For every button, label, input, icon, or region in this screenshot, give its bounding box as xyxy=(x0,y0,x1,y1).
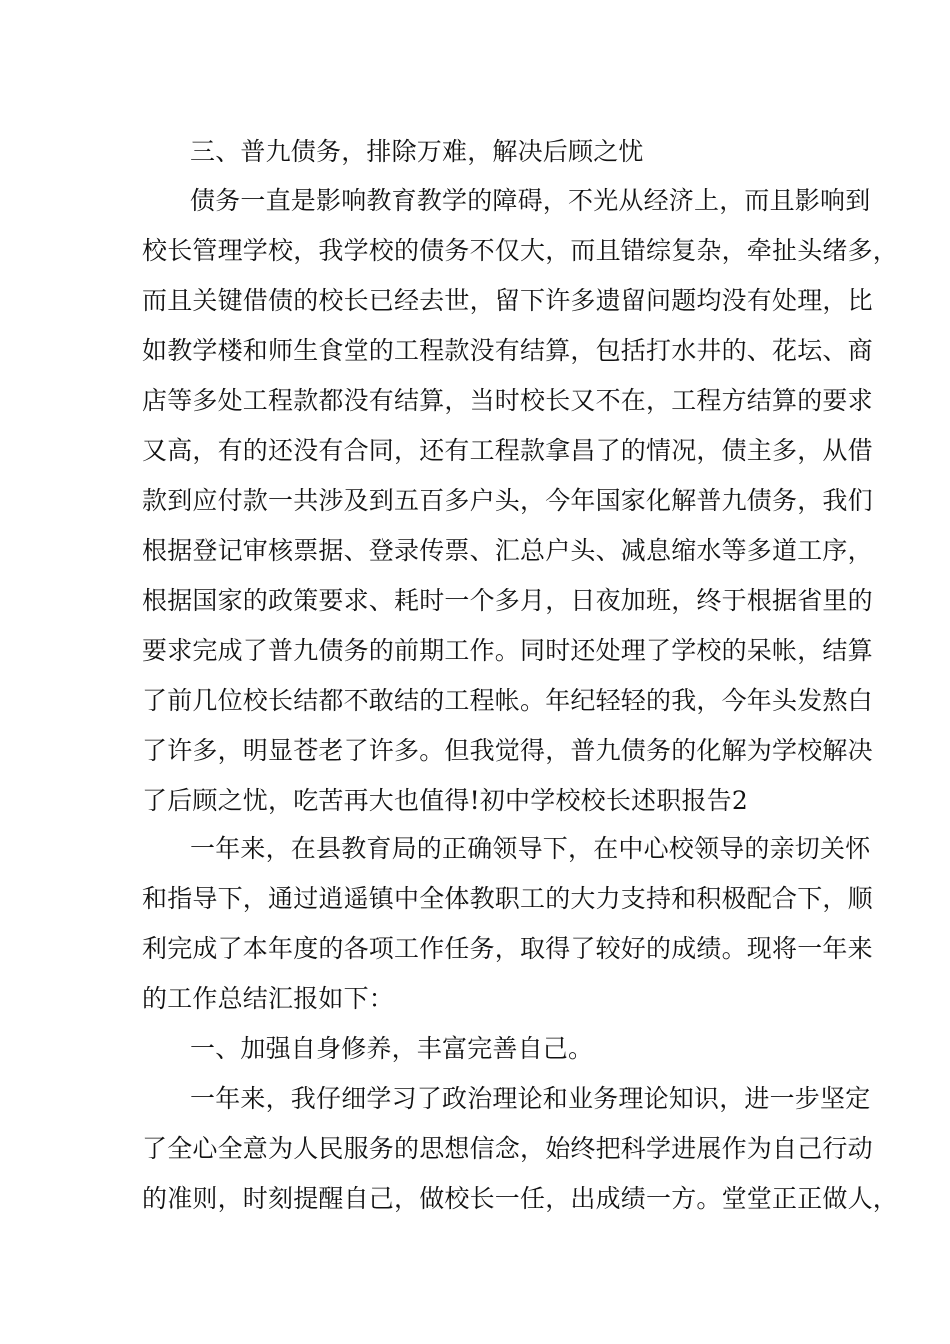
paragraph-line: 了前几位校长结都不敢结的工程帐。年纪轻轻的我，今年头发熬白 xyxy=(142,686,873,715)
paragraph-line: 了后顾之忧，吃苦再大也值得!初中学校校长述职报告2 xyxy=(142,786,748,815)
paragraph-line: 校长管理学校，我学校的债务不仅大，而且错综复杂，牵扯头绪多， xyxy=(142,236,899,265)
paragraph-line: 和指导下，通过逍遥镇中全体教职工的大力支持和积极配合下，顺 xyxy=(142,884,873,913)
paragraph-line: 如教学楼和师生食堂的工程款没有结算，包括打水井的、花坛、商 xyxy=(142,336,873,365)
paragraph-line: 店等多处工程款都没有结算，当时校长又不在，工程方结算的要求 xyxy=(142,386,873,415)
paragraph-line: 一年来，我仔细学习了政治理论和业务理论知识，进一步坚定 xyxy=(190,1084,871,1113)
paragraph-line: 了许多，明显苍老了许多。但我觉得，普九债务的化解为学校解决 xyxy=(142,736,873,765)
paragraph-line: 的工作总结汇报如下： xyxy=(142,984,395,1013)
section-heading-debt: 三、普九债务，排除万难，解决后顾之忧 xyxy=(190,137,644,166)
paragraph-line: 一年来，在县教育局的正确领导下，在中心校领导的亲切关怀 xyxy=(190,834,871,863)
paragraph-line: 利完成了本年度的各项工作任务，取得了较好的成绩。现将一年来 xyxy=(142,934,873,963)
paragraph-line: 的准则，时刻提醒自己，做校长一任，出成绩一方。堂堂正正做人， xyxy=(142,1184,899,1213)
paragraph-line: 而且关键借债的校长已经去世，留下许多遗留问题均没有处理，比 xyxy=(142,286,873,315)
paragraph-line: 根据登记审核票据、登录传票、汇总户头、减息缩水等多道工序， xyxy=(142,536,873,565)
section-heading-self-improvement: 一、加强自身修养，丰富完善自己。 xyxy=(190,1034,594,1063)
paragraph-line: 根据国家的政策要求、耗时一个多月，日夜加班，终于根据省里的 xyxy=(142,586,873,615)
paragraph-line: 款到应付款一共涉及到五百多户头，今年国家化解普九债务，我们 xyxy=(142,486,873,515)
paragraph-line: 债务一直是影响教育教学的障碍，不光从经济上，而且影响到 xyxy=(190,186,871,215)
paragraph-line: 要求完成了普九债务的前期工作。同时还处理了学校的呆帐，结算 xyxy=(142,636,873,665)
paragraph-line: 了全心全意为人民服务的思想信念，始终把科学进展作为自己行动 xyxy=(142,1134,873,1163)
paragraph-line: 又高，有的还没有合同，还有工程款拿昌了的情况，债主多，从借 xyxy=(142,436,873,465)
